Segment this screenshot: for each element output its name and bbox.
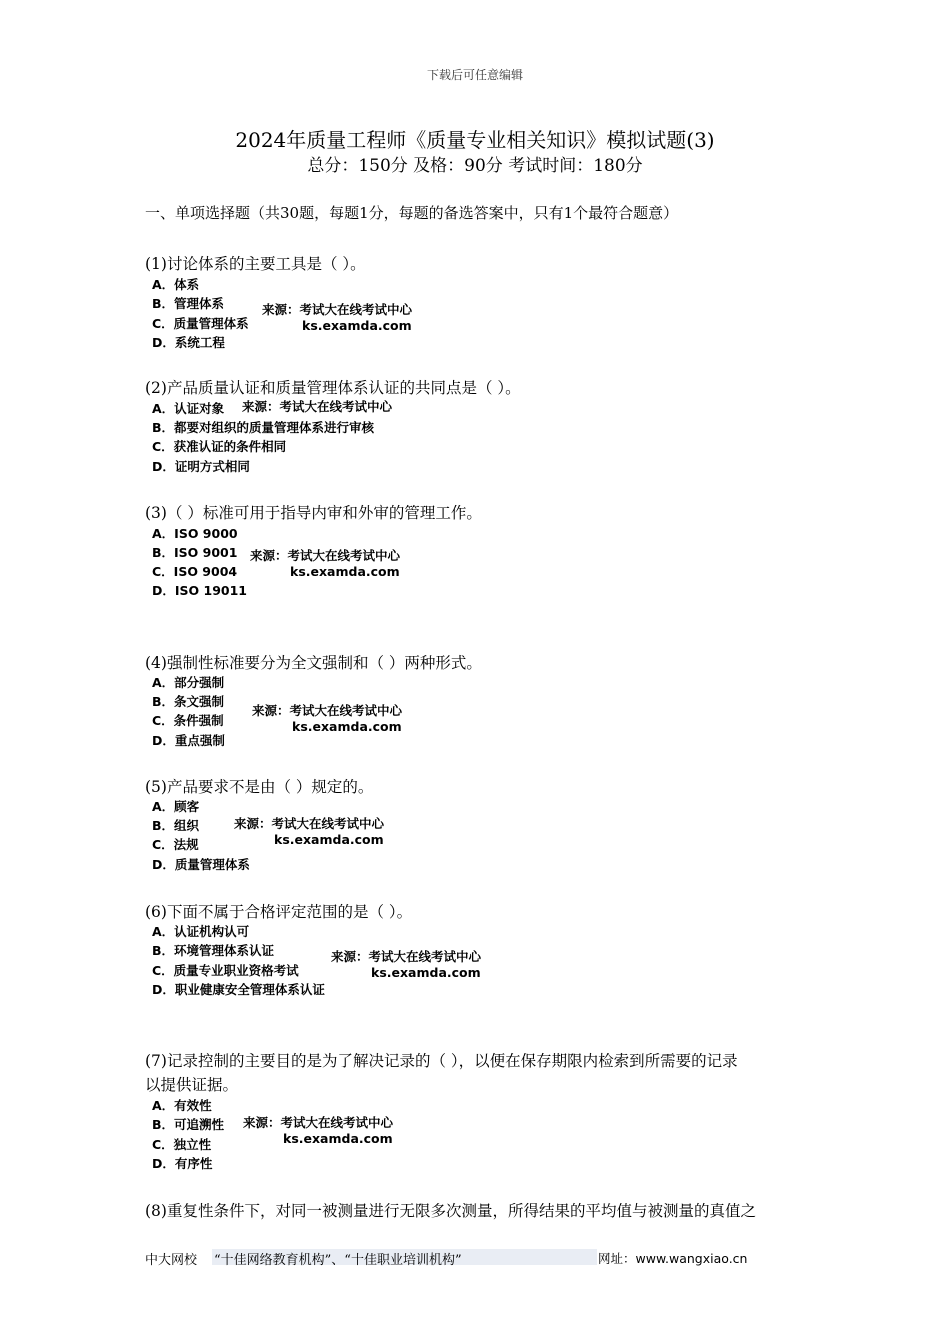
option: B．都要对组织的质量管理体系进行审核: [152, 420, 375, 435]
watermark: [262, 302, 412, 334]
option: D．ISO 19011: [152, 583, 247, 598]
option: A．有效性: [152, 1098, 212, 1113]
question-7-stem: (7)记录控制的主要目的是为了解决记录的（ ），以便在保存期限内检索到所需要的记录: [145, 1052, 738, 1070]
option: C．质量专业职业资格考试: [152, 963, 299, 978]
watermark: [331, 949, 481, 981]
question-6-stem: (6)下面不属于合格评定范围的是（ ）。: [145, 903, 413, 921]
option: A．顾客: [152, 799, 200, 814]
watermark-url: ks.examda.com: [290, 564, 400, 579]
watermark-url: ks.examda.com: [283, 1131, 393, 1146]
watermark-url: ks.examda.com: [302, 318, 412, 333]
option: C．法规: [152, 837, 199, 852]
option: D．证明方式相同: [152, 459, 250, 474]
option: A．认证对象: [152, 401, 225, 416]
watermark: [250, 548, 400, 580]
option: B．环境管理体系认证: [152, 943, 275, 958]
watermark: [234, 816, 384, 848]
question-2-stem: (2)产品质量认证和质量管理体系认证的共同点是（ ）。: [145, 379, 521, 397]
watermark: [252, 703, 402, 735]
footer-brand: 中大网校: [145, 1253, 198, 1268]
watermark-url: ks.examda.com: [292, 719, 402, 734]
option: C．ISO 9004: [152, 564, 238, 579]
option: D．有序性: [152, 1156, 213, 1171]
question-1-stem: (1)讨论体系的主要工具是（ ）。: [145, 255, 366, 273]
option: D．系统工程: [152, 335, 225, 350]
option: C．独立性: [152, 1137, 212, 1152]
option: D．职业健康安全管理体系认证: [152, 982, 325, 997]
option: A．ISO 9000: [152, 526, 238, 541]
watermark-label: 来源：考试大在线考试中心: [243, 1115, 394, 1130]
watermark-label: 来源：考试大在线考试中心: [252, 703, 403, 718]
page-title: 2024年质量工程师《质量专业相关知识》模拟试题(3): [235, 128, 715, 152]
option: D．重点强制: [152, 733, 225, 748]
option: B．条文强制: [152, 694, 225, 709]
watermark-label: 来源：考试大在线考试中心: [250, 548, 401, 563]
question-3-stem: (3)（ ）标准可用于指导内审和外审的管理工作。: [145, 504, 482, 522]
question-7-stem-continued: 以提供证据。: [145, 1076, 239, 1094]
option: B．组织: [152, 818, 200, 833]
question-8-stem: (8)重复性条件下，对同一被测量进行无限多次测量，所得结果的平均值与被测量的真值之: [145, 1202, 756, 1220]
option: A．部分强制: [152, 675, 225, 690]
option: B．管理体系: [152, 296, 225, 311]
option: C．质量管理体系: [152, 316, 249, 331]
exam-info: 总分：150分 及格：90分 考试时间：180分: [307, 156, 643, 176]
header-note: 下载后可任意编辑: [426, 68, 523, 82]
option: D．质量管理体系: [152, 857, 250, 872]
watermark-url: ks.examda.com: [371, 965, 481, 980]
watermark: [242, 399, 392, 415]
footer-website[interactable]: 网址：www.wangxiao.cn: [598, 1251, 748, 1266]
option: B．可追溯性: [152, 1117, 225, 1132]
watermark-label: 来源：考试大在线考试中心: [262, 302, 413, 317]
option: C．获准认证的条件相同: [152, 439, 287, 454]
watermark-label: 来源：考试大在线考试中心: [331, 949, 482, 964]
watermark-url: ks.examda.com: [274, 832, 384, 847]
option: A．认证机构认可: [152, 924, 250, 939]
watermark: [243, 1115, 393, 1147]
section-heading: 一、单项选择题（共30题，每题1分，每题的备选答案中，只有1个最符合题意）: [145, 204, 679, 222]
footer-slogan: “十佳网络教育机构”、“十佳职业培训机构”: [214, 1253, 462, 1268]
watermark-label: 来源：考试大在线考试中心: [242, 399, 393, 414]
watermark-label: 来源：考试大在线考试中心: [234, 816, 385, 831]
option: C．条件强制: [152, 713, 224, 728]
option: A．体系: [152, 277, 200, 292]
option: B．ISO 9001: [152, 545, 238, 560]
question-5-stem: (5)产品要求不是由（ ）规定的。: [145, 778, 374, 796]
question-4-stem: (4)强制性标准要分为全文强制和（ ）两种形式。: [145, 654, 482, 672]
